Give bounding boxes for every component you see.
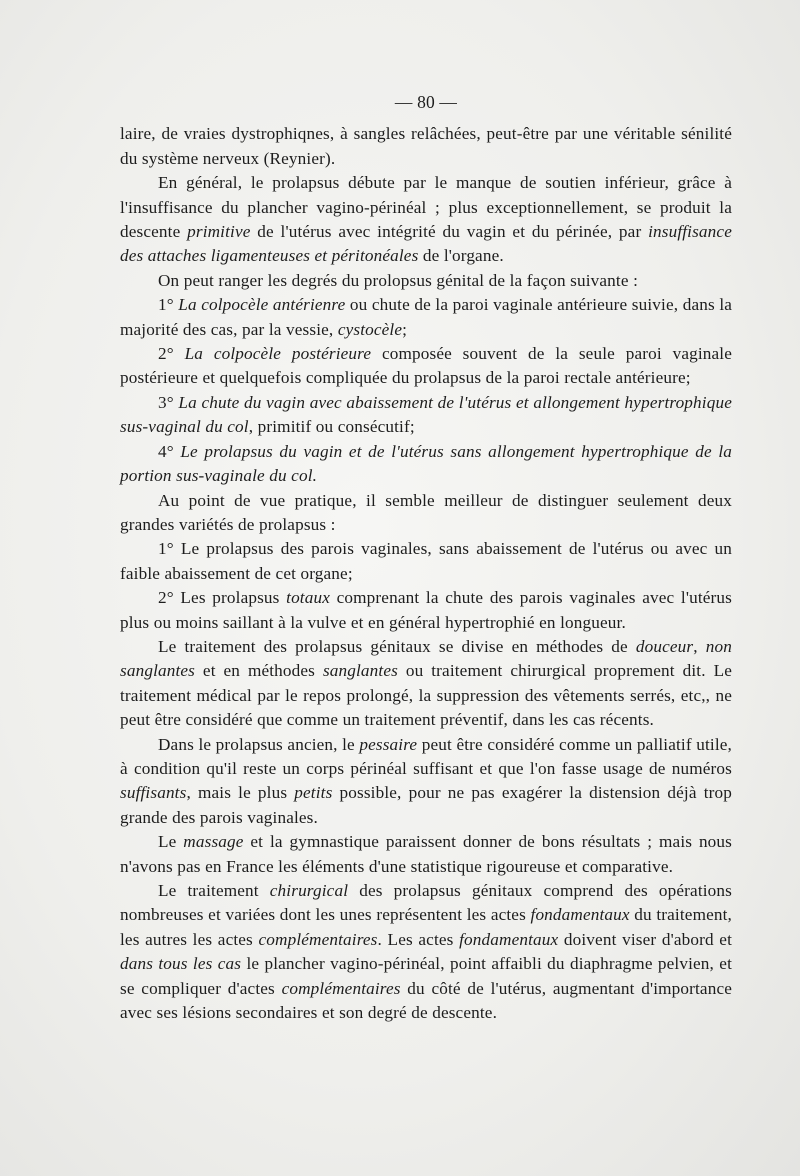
text-run: 4° [158,441,181,461]
italic-text-run: cystocèle [337,319,403,339]
italic-text-run: complémentaires [258,929,378,949]
paragraph [120,391,732,440]
page-number: — 80 — [394,92,458,112]
paragraph [120,171,732,269]
text-run: Au point de vue pratique, il semble meilleur de distinguer seulement deux grandes variétés de prolapsus : [120,490,732,534]
italic-text-run: fondamentaux [530,905,630,925]
text-run: de l'organe. [418,246,504,266]
italic-text-run: non sanglantes [120,636,732,681]
text-run: du côté de l'utérus, augmentant d'importance avec ses lésions secondaires et son degré de descente. [120,978,733,1023]
text-run: des prolapsus génitaux comprend des opérations nombreuses et variées dont les unes représentent les actes [120,881,732,925]
text-run: ou traitement chirurgical proprement dit. Le traitement médical par le repos prolongé, la suppression des vêtements serrés, etc,, ne peut être considéré que comme un traitement préventif, dans les cas récents. [120,661,732,730]
paragraph [120,586,732,635]
paragraph [120,879,732,1025]
text-run: Le [158,832,184,852]
italic-text-run: insuffisance des attaches ligamenteuses et péritonéales [120,222,732,266]
italic-text-run: chirurgical [269,881,349,900]
text-run: composée souvent de la seule paroi vaginale postérieure et quelquefois compliquée du prolapsus de la paroi rectale antérieure; [120,344,732,388]
italic-text-run: totaux [286,588,331,608]
text-run: ; [402,319,408,339]
paragraph [120,269,732,293]
text-run: Dans le prolapsus ancien, le [158,734,360,754]
page-text-block [120,90,732,1025]
italic-text-run: sanglantes [322,661,398,681]
italic-text-run: primitive [187,222,251,242]
text-run: En général, le prolapsus débute par le manque de soutien inférieur, grâce à l'insuffisance du plancher vagino-périnéal ; plus exceptionnellement, se produit la descente [120,173,732,242]
text-run: le plancher vagino-périnéal, point affaibli du diaphragme pelvien, et se compliquer d'actes [120,954,732,998]
text-run: laire, de vraies dystrophiqnes, à sangles relâchées, peut-être par une véritable sénilité du système nerveux (Reynier). [120,124,732,168]
text-run: 3° [158,392,179,412]
text-run: Le traitement des prolapsus génitaux se divise en méthodes de [158,636,636,656]
italic-text-run: massage [183,832,244,852]
paragraph [120,733,732,831]
paragraph [120,440,732,489]
italic-text-run: La colpocèle postérieure [184,344,372,364]
paragraph [120,489,732,538]
text-run: et la gymnastique paraissent donner de bons résultats ; mais nous n'avons pas en France les éléments d'une statistique rigoureuse et comparative. [120,832,733,876]
italic-text-run: dans tous les cas [120,954,242,974]
italic-text-run: suffisants [120,783,187,803]
paragraph [120,635,732,733]
text-run: 2° [158,344,185,364]
text-run: , [693,636,706,656]
text-run: de l'utérus avec intégrité du vagin et du périnée, par [250,222,649,242]
text-run: . Les actes [377,929,460,949]
text-run: ou chute de la paroi vaginale antérieure suivie, dans la majorité des cas, par la vessie, [120,295,733,339]
text-run: peut être considéré comme un palliatif utile, à condition qu'il reste un corps périnéal suffisant et que l'on fasse usage de numéros [120,734,732,778]
text-run: et en méthodes [195,661,323,681]
italic-text-run: La chute du vagin avec abaissement de l'utérus et allongement hypertrophique sus-vaginal du col [120,392,732,437]
italic-text-run: Le prolapsus du vagin et de l'utérus sans allongement hypertrophique de la portion sus-vaginale du col. [120,441,732,486]
text-run: , mais le plus [186,783,295,803]
text-run: 2° Les prolapsus [158,588,287,608]
text-run: On peut ranger les degrés du prolopsus génital de la façon suivante : [158,270,639,290]
text-run: Le traitement [158,881,270,900]
text-run: du traitement, les autres les actes [120,905,732,949]
italic-text-run: complémentaires [281,978,401,998]
text-run: comprenant la chute des parois vaginales avec l'utérus plus ou moins saillant à la vulve et en général hypertrophié en longueur. [120,588,732,632]
text-run: doivent viser d'abord et [558,929,732,949]
paragraph [120,122,732,171]
text-run: 1° [158,295,179,315]
italic-text-run: douceur [635,636,694,656]
body-paragraphs [120,122,732,1025]
italic-text-run: petits [294,783,333,803]
paragraph [120,537,732,586]
paragraph [120,830,732,879]
italic-text-run: La colpocèle antérienre [178,295,346,315]
text-run: 1° Le prolapsus des parois vaginales, sans abaissement de l'utérus ou avec un faible abaissement de cet organe; [120,539,732,583]
text-run: , primitif ou consécutif; [248,417,415,437]
paragraph [120,293,732,342]
paragraph [120,342,732,391]
italic-text-run: fondamentaux [459,929,559,949]
text-run: possible, pour ne pas exagérer la distension déjà trop grande des parois vaginales. [120,783,732,827]
italic-text-run: pessaire [359,734,418,754]
